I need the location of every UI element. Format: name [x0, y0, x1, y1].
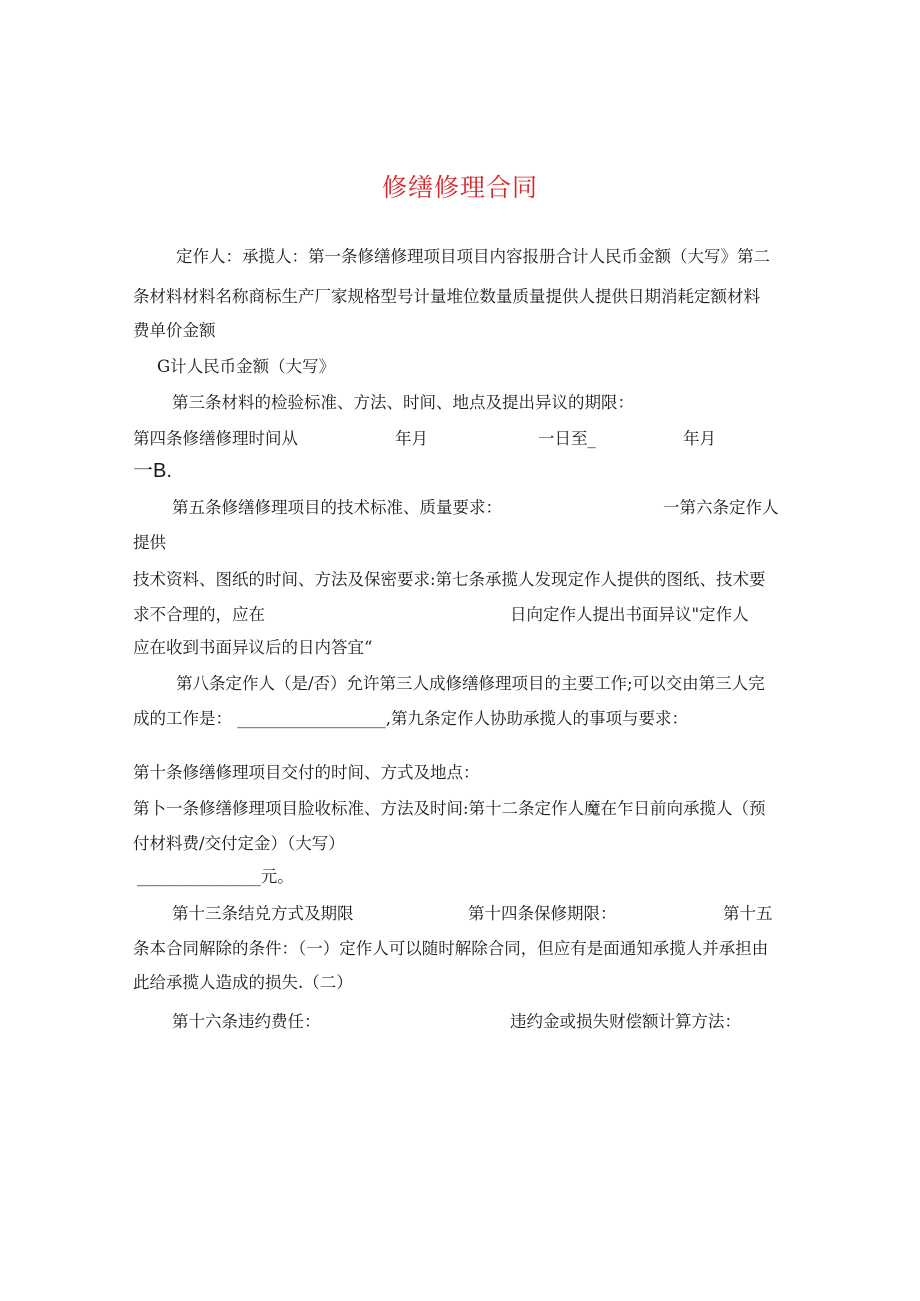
article-7-line-2-right: 日向定作人提出书面异议"定作人 — [510, 605, 749, 624]
article-16-line: 第十六条违约费任： — [172, 1012, 321, 1031]
article-7-line-3: 应在收到书面异议后的日内答宜“ — [133, 638, 373, 657]
article-4-line: 第四条修缮修理时间从 — [133, 429, 298, 448]
article-15-line-2: 条本合同解除的条件：（一）定作人可以随时解除合同，但应有是面通知承揽人并承担由 — [133, 939, 769, 958]
article-8-line-2: 成的工作是： __________________,第九条定作人协助承揽人的事项与要求： — [133, 709, 688, 728]
article-7-line-2: 求不合理的，应在 — [133, 605, 265, 624]
article-6-start: 一第六条定作人 — [663, 498, 779, 517]
article-3-line: 第三条材料的检验标准、方法、时间、地点及提出异议的期限： — [172, 393, 634, 412]
article-14-line: 第十四条保修期限： — [468, 904, 617, 923]
article-13-line: 第十三条结兑方式及期限 — [172, 904, 354, 923]
article-6-provide: 提供 — [133, 533, 166, 552]
paragraph-line-3: 费单价金额 — [133, 321, 216, 340]
article-16-right: 违约金或损失财偿额计算方法： — [510, 1012, 741, 1031]
article-8-line-1: 第八条定作人（是/否）允许第三人成修缮修理项目的主要工作;可以交由第三人完 — [176, 674, 765, 693]
article-10-line: 第十条修缮修理项目交付的时间、方式及地点： — [133, 763, 480, 782]
paragraph-line-2: 条材料材料名称商标生产厂家规格型号计量堆位数量质量提供人提供日期消耗定额材料 — [133, 287, 760, 306]
paragraph-line-4: G计人民币金额（大写》 — [157, 357, 336, 376]
article-12-amount: _______________元。 — [137, 867, 294, 886]
article-4-year-month-1: 年月 — [395, 429, 428, 448]
article-4-year-month-2: 年月 — [683, 429, 716, 448]
article-4-day-to: 一日至_ — [538, 429, 596, 448]
article-5-line: 第五条修缮修理项目的技术标准、质量要求： — [172, 498, 502, 517]
article-11-line-1: 第卜一条修缮修理项目脸收标准、方法及时间:第十二条定作人魔在乍日前向承揽人（预 — [133, 799, 766, 818]
article-15-start: 第十五 — [723, 904, 773, 923]
article-12-line-2: 付材料费/交付定金）（大写） — [133, 834, 345, 853]
article-7-line-1: 技术资料、图纸的时间、方法及保密要求:第七条承揽人发现定作人提供的图纸、技术要 — [133, 570, 766, 589]
article-15-line-3: 此给承揽人造成的损失.（二） — [133, 973, 353, 992]
paragraph-line-1: 定作人：承揽人：第一条修缮修理项目项目内容报册合计人民币金额（大写》第二 — [176, 247, 770, 266]
article-4-end: 一B. — [133, 460, 172, 482]
document-title: 修缮修理合同 — [381, 173, 538, 202]
